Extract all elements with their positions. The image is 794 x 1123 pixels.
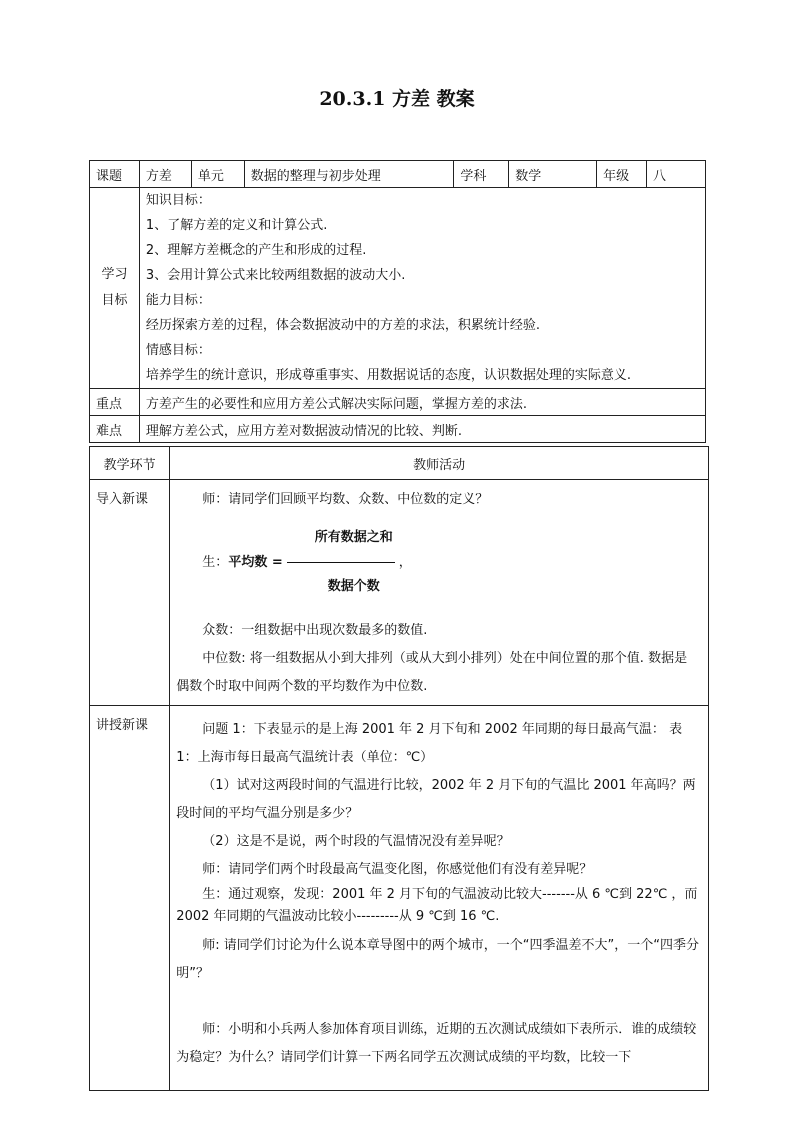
grade-label: 年级 — [597, 161, 647, 188]
mode-definition: 众数：一组数据中出现次数最多的数值. — [202, 623, 428, 638]
goal-line: 情感目标： — [145, 343, 211, 358]
topic-value: 方差 — [139, 161, 191, 188]
topic-label: 课题 — [90, 161, 140, 188]
goal-line: 3、会用计算公式来比较两组数据的波动大小. — [145, 268, 406, 283]
difficulty-row — [90, 416, 706, 443]
student-observation: 生：通过观察，发现：2001 年 2 月下旬的气温波动比较大-------从 6 ℃到 22℃ ，而 2002 年同期的气温波动比较小---------从 9 ℃到 16 ℃. — [176, 887, 698, 924]
subject-label: 学科 — [454, 161, 509, 188]
fraction-denominator: 数据个数 — [327, 579, 380, 594]
teacher-sports-problem: 师：小明和小兵两人参加体育项目训练，近期的五次测试成绩如下表所示．谁的成绩较为稳定？为什么？请同学们计算一下两名同学五次测试成绩的平均数，比较一下 — [176, 1022, 697, 1065]
activity-header-row — [90, 447, 709, 480]
teacher-prompt-graph: 师：请同学们两个时段最高气温变化图，你感觉他们有没有差异呢？ — [202, 862, 593, 877]
goal-line: 经历探索方差的过程，体会数据波动中的方差的求法，积累统计经验. — [145, 318, 541, 333]
grade-value: 八 — [647, 161, 706, 188]
key-point-row — [90, 389, 706, 416]
unit-label: 单元 — [191, 161, 244, 188]
goal-line: 能力目标： — [145, 293, 211, 308]
intro-content — [170, 480, 709, 706]
intro-row — [90, 480, 709, 706]
lecture-row — [90, 706, 709, 1091]
goal-line: 培养学生的统计意识，形成尊重事实、用数据说话的态度，认识数据处理的实际意义. — [145, 368, 632, 383]
question-1: （1）试对这两段时间的气温进行比较，2002 年 2 月下旬的气温比 2001 年高吗？两段时间的平均气温分别是多少？ — [176, 778, 696, 821]
goals-content — [139, 188, 705, 389]
goal-line: 2、理解方差概念的产生和形成的过程. — [145, 243, 367, 258]
intro-question: 师：请同学们回顾平均数、众数、中位数的定义？ — [202, 492, 489, 507]
problem-1: 问题 1：下表显示的是上海 2001 年 2 月下旬和 2002 年同期的每日最高气温： 表 1：上海市每日最高气温统计表（单位：℃） — [176, 722, 683, 765]
key-label: 重点 — [90, 389, 140, 416]
document-title: 20.3.1 方差 教案 — [319, 88, 475, 110]
stage-header: 教学环节 — [90, 447, 170, 480]
mean-formula-fraction — [287, 516, 395, 609]
difficulty-value: 理解方差公式，应用方差对数据波动情况的比较、判断. — [139, 416, 705, 443]
info-header-row — [90, 161, 706, 188]
median-definition: 中位数: 将一组数据从小到大排列（或从大到小排列）处在中间位置的那个值. 数据是偶数个时取中间两个数的平均数作为中位数. — [176, 651, 688, 694]
mean-label: 平均数 = — [228, 555, 283, 570]
key-value: 方差产生的必要性和应用方差公式解决实际问题，掌握方差的求法. — [139, 389, 705, 416]
subject-value: 数学 — [509, 161, 597, 188]
intro-label: 导入新课 — [90, 480, 170, 706]
unit-value: 数据的整理与初步处理 — [244, 161, 454, 188]
goals-label: 学习 目标 — [90, 188, 140, 389]
fraction-numerator: 所有数据之和 — [287, 516, 395, 563]
mean-definition: 生：平均数 = $\frac{\text{所有数据之和}}{\text{数据个数}}$ ， — [170, 516, 708, 609]
activity-header: 教师活动 — [170, 447, 709, 480]
goal-line: 1、了解方差的定义和计算公式. — [145, 218, 328, 233]
difficulty-label: 难点 — [90, 416, 140, 443]
teacher-discussion: 师: 请同学们讨论为什么说本章导图中的两个城市，一个“四季温差不大”，一个“四季分明”？ — [176, 938, 700, 981]
question-2: （2）这是不是说，两个时段的气温情况没有差异呢？ — [202, 834, 510, 849]
lecture-content — [170, 706, 709, 1091]
goal-line: 知识目标： — [145, 193, 211, 208]
goals-row — [90, 188, 706, 389]
teaching-activity-table — [89, 446, 709, 1091]
lecture-label: 讲授新课 — [90, 706, 170, 1091]
lesson-info-table — [89, 160, 706, 443]
